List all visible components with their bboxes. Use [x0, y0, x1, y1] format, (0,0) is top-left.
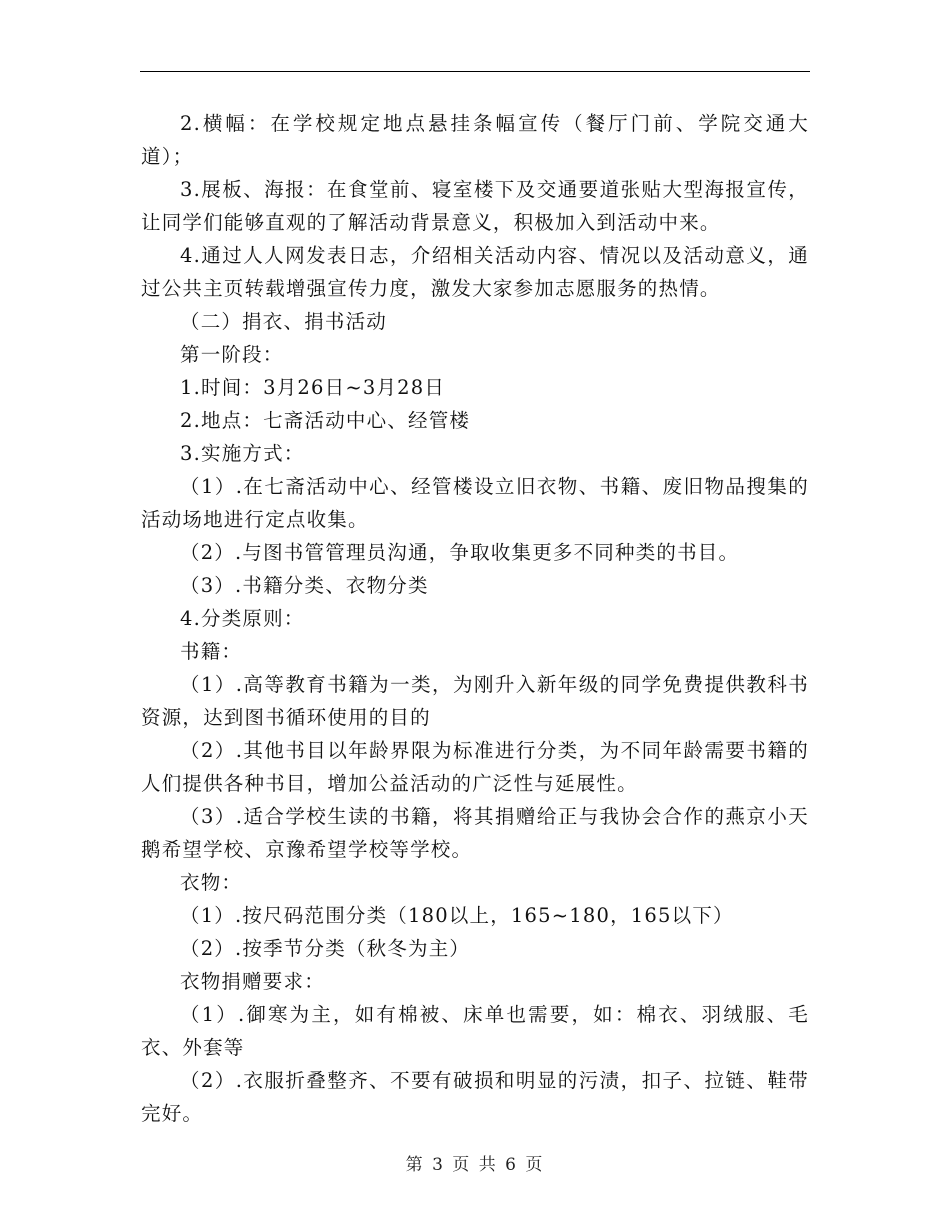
paragraph-books-heading: 书籍： [180, 640, 243, 663]
paragraph-books-1: （1）.高等教育书籍为一类，为刚升入新年级的同学免费提供教科书资源，达到图书循环使用的目的 [141, 673, 809, 729]
paragraph-banner: 2.横幅：在学校规定地点悬挂条幅宣传（餐厅门前、学院交通大道）； [141, 112, 809, 168]
paragraph-time: 1.时间：3月26日~3月28日 [180, 376, 446, 399]
paragraph-method-1: （1）.在七斋活动中心、经管楼设立旧衣物、书籍、废旧物品搜集的活动场地进行定点收集。 [141, 475, 809, 531]
paragraph-clothes-1: （1）.按尺码范围分类（180以上，165~180，165以下） [180, 904, 734, 927]
section-heading-donation: （二）捐衣、捐书活动 [180, 310, 388, 333]
paragraph-requirements-heading: 衣物捐赠要求： [180, 970, 325, 993]
paragraph-poster: 3.展板、海报：在食堂前、寝室楼下及交通要道张贴大型海报宣传，让同学们能够直观的了解活动背景意义，积极加入到活动中来。 [141, 178, 809, 234]
paragraph-clothes-2: （2）.按季节分类（秋冬为主） [180, 937, 471, 960]
paragraph-renren: 4.通过人人网发表日志，介绍相关活动内容、情况以及活动意义，通过公共主页转载增强宣传力度，激发大家参加志愿服务的热情。 [141, 244, 809, 300]
paragraph-location: 2.地点：七斋活动中心、经管楼 [180, 409, 471, 432]
document-body [141, 107, 809, 1130]
paragraph-classification-heading: 4.分类原则： [180, 607, 305, 630]
paragraph-books-3: （3）.适合学校生读的书籍，将其捐赠给正与我协会合作的燕京小天鹅希望学校、京豫希望学校等学校。 [141, 805, 809, 861]
paragraph-clothes-heading: 衣物： [180, 871, 243, 894]
paragraph-method-heading: 3.实施方式： [180, 442, 305, 465]
paragraph-method-2: （2）.与图书管管理员沟通，争取收集更多不同种类的书目。 [180, 541, 740, 564]
header-rule [140, 71, 810, 72]
page-number: 第 3 页 共 6 页 [405, 1155, 545, 1175]
paragraph-books-2: （2）.其他书目以年龄界限为标准进行分类，为不同年龄需要书籍的人们提供各种书目，增加公益活动的广泛性与延展性。 [141, 739, 809, 795]
paragraph-method-3: （3）.书籍分类、衣物分类 [180, 574, 429, 597]
paragraph-requirements-2: （2）.衣服折叠整齐、不要有破损和明显的污渍，扣子、拉链、鞋带完好。 [141, 1069, 809, 1125]
stage-one-heading: 第一阶段： [180, 343, 284, 366]
paragraph-requirements-1: （1）.御寒为主，如有棉被、床单也需要，如：棉衣、羽绒服、毛衣、外套等 [141, 1003, 809, 1059]
